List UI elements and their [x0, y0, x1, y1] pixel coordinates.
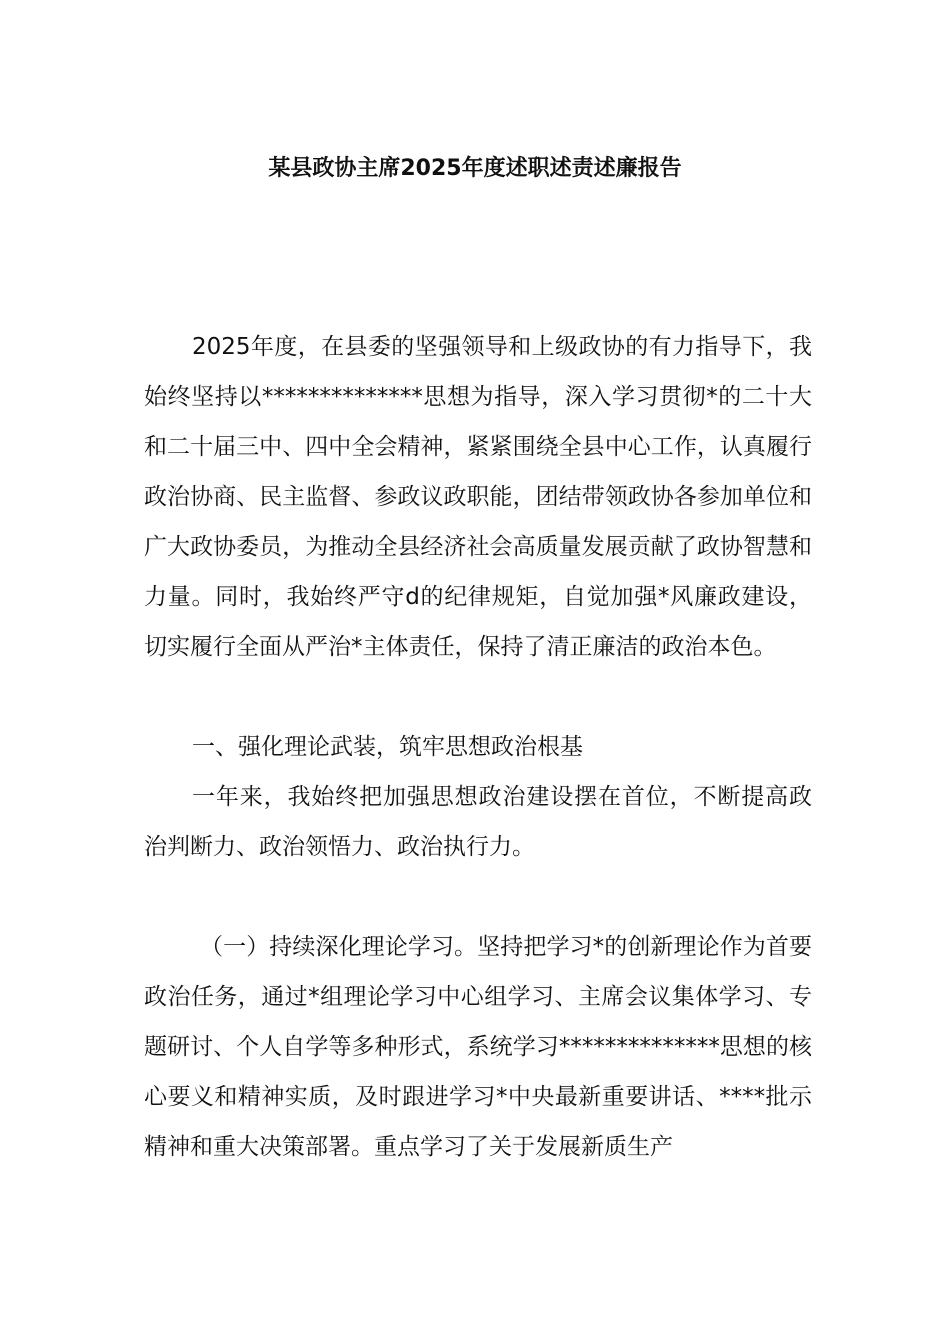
intro-paragraph: 2025年度，在县委的坚强领导和上级政协的有力指导下，我始终坚持以**************思想为指导，深入学习贯彻*的二十大和二十届三中、四中全会精神，紧紧围绕全县中心工作，认真履行政治协商、民主监督、参政议政职能，团结带领政协各参加单位和广大政协委员，为推动全县经济社会高质量发展贡献了政协智慧和力量。同时，我始终严守d的纪律规矩，自觉加强*风廉政建设，切实履行全面从严治*主体责任，保持了清正廉洁的政治本色。 — [144, 334, 812, 660]
document-title: 某县政协主席2025年度述职述责述廉报告 — [268, 156, 682, 181]
paragraph-spacer — [144, 872, 812, 922]
subsection-paragraph: （一）持续深化理论学习。坚持把学习*的创新理论作为首要政治任务，通过*组理论学习中心组学习、主席会议集体学习、专题研讨、个人自学等多种形式，系统学习**************思想的核心要义和精神实质，及时跟进学习*中央最新重要讲话、****批示精神和重大决策部署。重点学习了关于发展新质生产 — [144, 934, 812, 1160]
paragraph-spacer — [144, 672, 812, 722]
section-heading: 一、强化理论武装，筑牢思想政治根基 — [192, 734, 583, 760]
document-body — [144, 322, 812, 1172]
section-paragraph: 一年来，我始终把加强思想政治建设摆在首位，不断提高政治判断力、政治领悟力、政治执行力。 — [144, 784, 812, 860]
